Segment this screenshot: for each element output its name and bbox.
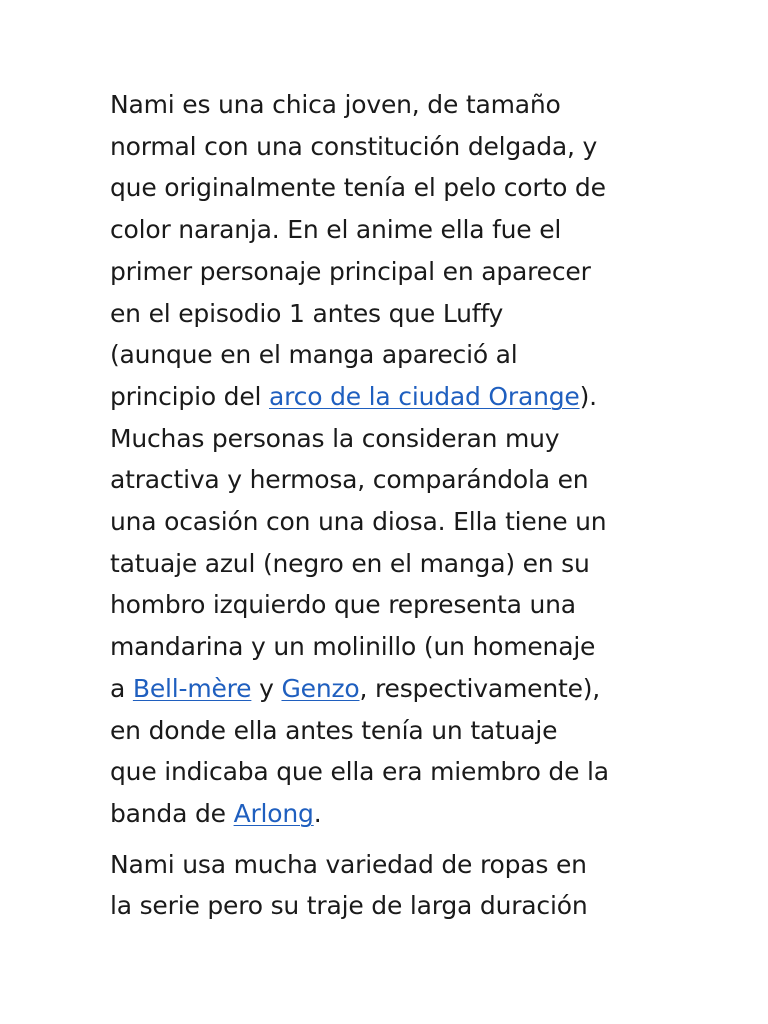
text-segment: Nami es una chica joven, de tamaño xyxy=(110,90,561,119)
link-genzo[interactable]: Genzo xyxy=(281,673,360,703)
text-line xyxy=(110,793,670,835)
paragraph-1 xyxy=(110,84,670,835)
text-segment: una ocasión con una diosa. Ella tiene un xyxy=(110,507,607,537)
text-segment: Muchas personas la consideran muy xyxy=(110,423,560,453)
text-line xyxy=(110,584,670,626)
text-line xyxy=(110,209,670,251)
text-segment: ). xyxy=(579,381,597,411)
text-line xyxy=(110,167,670,209)
text-line xyxy=(110,418,670,460)
text-segment: que originalmente tenía el pelo corto de xyxy=(110,173,606,203)
link-bell-mere[interactable]: Bell-mère xyxy=(132,673,252,703)
text-segment: principio del xyxy=(110,381,270,411)
text-line xyxy=(110,126,670,168)
text-segment: hombro izquierdo que representa una xyxy=(110,590,576,620)
document-page xyxy=(110,84,670,927)
text-segment: que indicaba que ella era miembro de la xyxy=(110,757,609,787)
text-segment: la serie pero su traje de larga duración xyxy=(110,891,588,921)
link-arco-de-la-ciudad-orange[interactable]: arco de la ciudad Orange xyxy=(269,381,580,411)
text-segment: color naranja. En el anime ella fue el xyxy=(110,215,562,245)
text-line xyxy=(110,459,670,501)
text-line xyxy=(110,376,670,418)
text-segment: . xyxy=(313,798,322,828)
text-line xyxy=(110,501,670,543)
text-line xyxy=(110,293,670,335)
text-line xyxy=(110,626,670,668)
text-segment: y xyxy=(251,673,282,703)
text-segment: a xyxy=(110,673,133,703)
text-segment: mandarina y un molinillo (un homenaje xyxy=(110,632,596,662)
text-segment: tatuaje azul (negro en el manga) en su xyxy=(110,548,590,578)
paragraph-2 xyxy=(110,844,670,927)
text-segment: (aunque en el manga apareció al xyxy=(110,340,518,370)
text-segment: banda de xyxy=(110,798,234,828)
text-segment: primer personaje principal en aparecer xyxy=(110,256,591,286)
text-segment: normal con una constitución delgada, y xyxy=(110,131,598,161)
text-line xyxy=(110,334,670,376)
text-segment: en donde ella antes tenía un tatuaje xyxy=(110,715,558,745)
text-segment: en el episodio 1 antes que Luffy xyxy=(110,298,504,328)
text-segment: Nami usa mucha variedad de ropas en xyxy=(110,849,587,879)
text-line xyxy=(110,885,670,927)
link-arlong[interactable]: Arlong xyxy=(233,798,314,828)
text-line xyxy=(110,668,670,710)
text-line xyxy=(110,543,670,585)
text-line xyxy=(110,751,670,793)
text-segment: atractiva y hermosa, comparándola en xyxy=(110,465,589,495)
text-line xyxy=(110,84,670,126)
text-line xyxy=(110,251,670,293)
text-segment: , respectivamente), xyxy=(359,673,601,703)
text-line xyxy=(110,844,670,886)
text-line xyxy=(110,710,670,752)
